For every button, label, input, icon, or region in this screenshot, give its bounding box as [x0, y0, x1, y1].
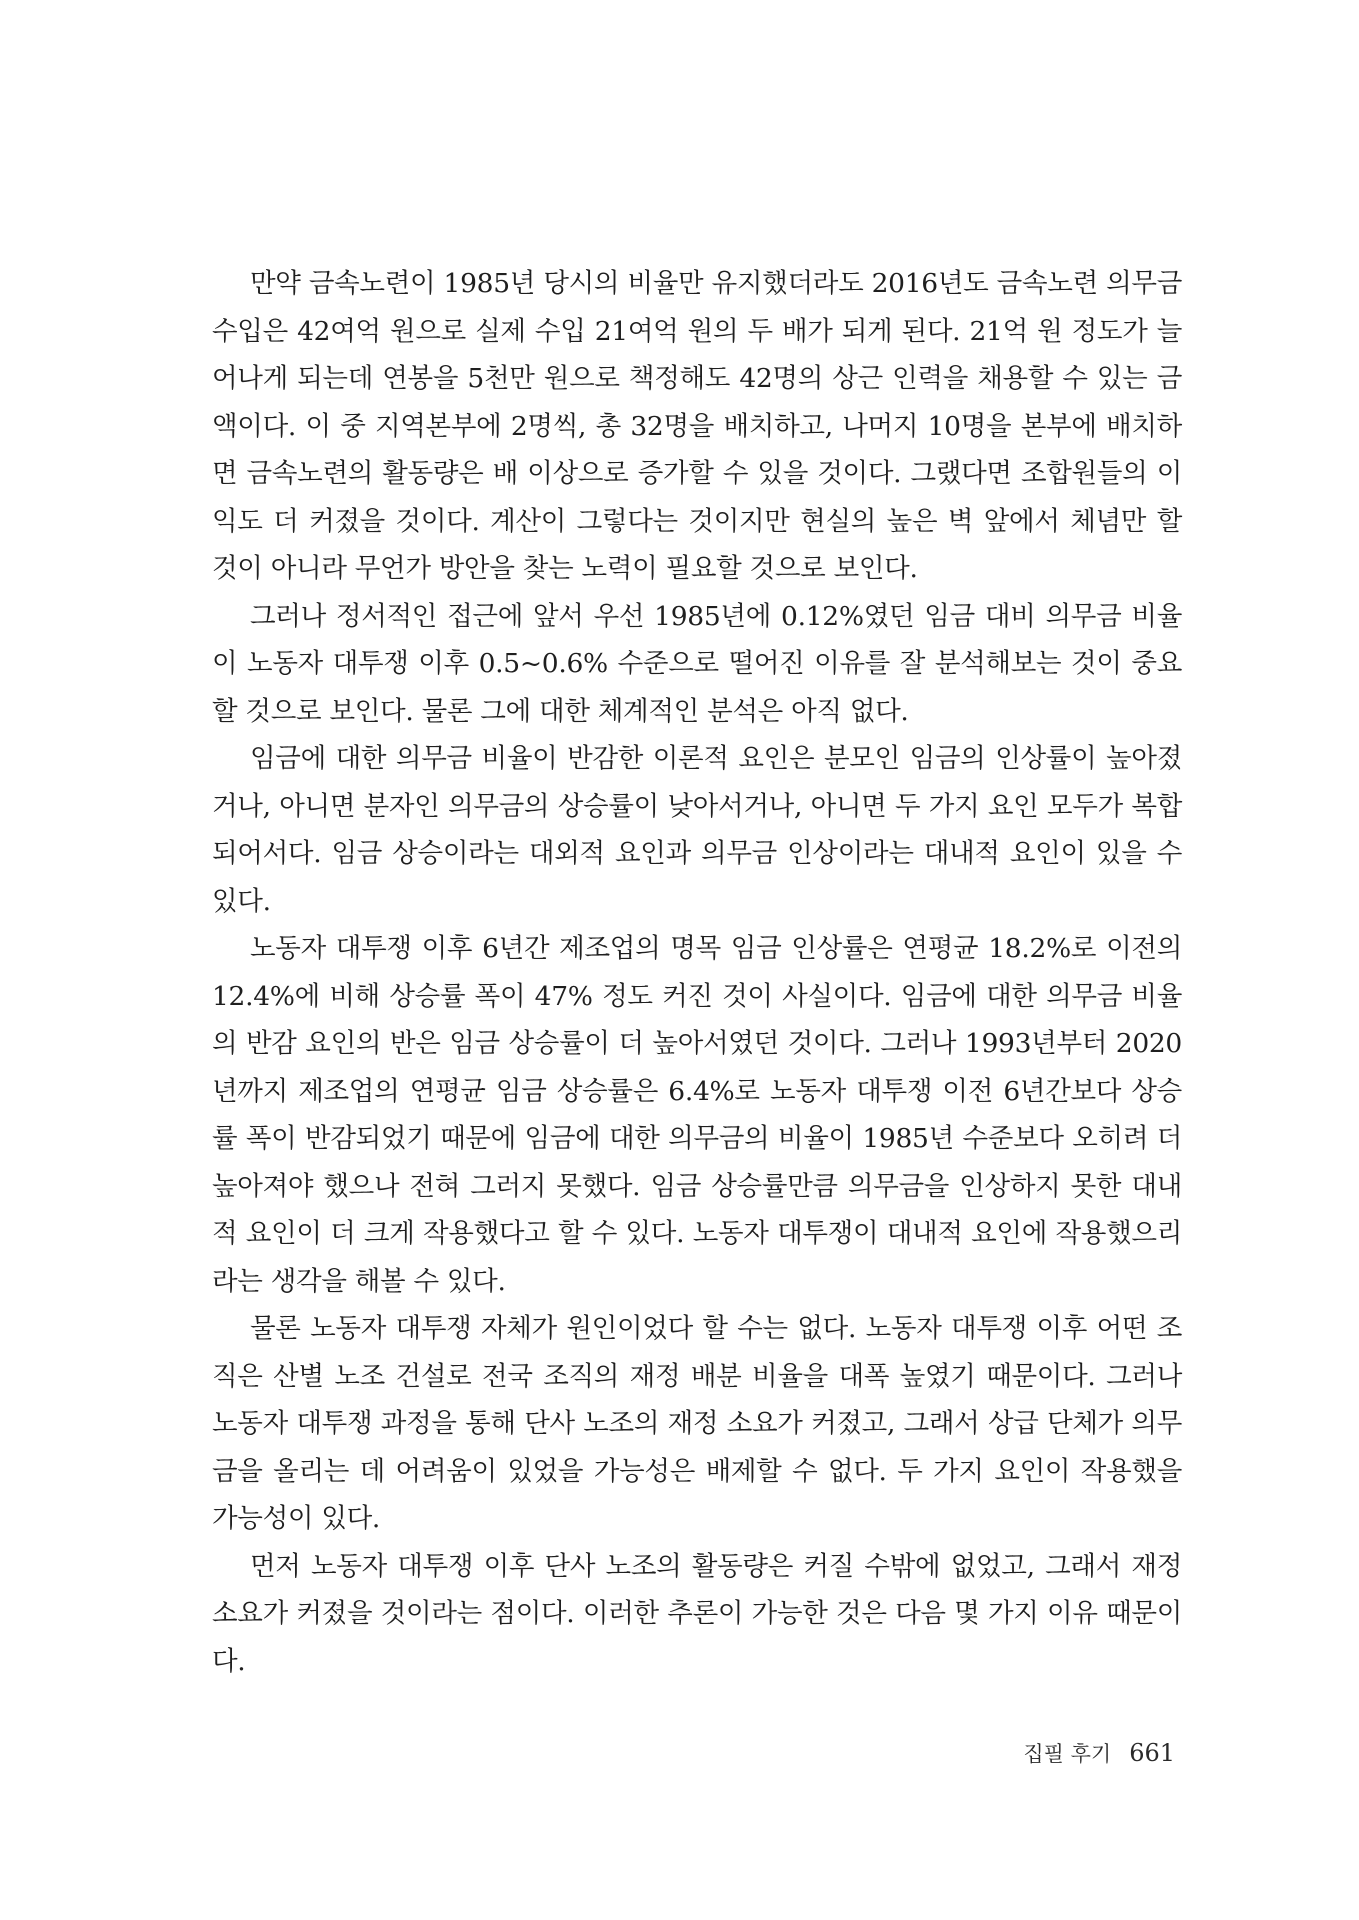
- paragraph: 물론 노동자 대투쟁 자체가 원인이었다 할 수는 없다. 노동자 대투쟁 이후 어떤 조직은 산별 노조 건설로 전국 조직의 재정 배분 비율을 대폭 높였기 때문이다. 그러나 노동자 대투쟁 과정을 통해 단사 노조의 재정 소요가 커졌고, 그래서 상급 단체가 의무금을 올리는 데 어려움이 있었을 가능성은 배제할 수 없다. 두 가지 요인이 작용했을 가능성이 있다.: [212, 1313, 1182, 1534]
- paragraph: 만약 금속노련이 1985년 당시의 비율만 유지했더라도 2016년도 금속노련 의무금 수입은 42여억 원으로 실제 수입 21여억 원의 두 배가 되게 된다. 21억 원 정도가 늘어나게 되는데 연봉을 5천만 원으로 책정해도 42명의 상근 인력을 채용할 수 있는 금액이다. 이 중 지역본부에 2명씩, 총 32명을 배치하고, 나머지 10명을 본부에 배치하면 금속노련의 활동량은 배 이상으로 증가할 수 있을 것이다. 그랬다면 조합원들의 이익도 더 커졌을 것이다. 계산이 그렇다는 것이지만 현실의 높은 벽 앞에서 체념만 할 것이 아니라 무언가 방안을 찾는 노력이 필요할 것으로 보인다.: [212, 268, 1182, 584]
- body-text: [212, 260, 1182, 1685]
- paragraph: 먼저 노동자 대투쟁 이후 단사 노조의 활동량은 커질 수밖에 없었고, 그래서 재정 소요가 커졌을 것이라는 점이다. 이러한 추론이 가능한 것은 다음 몇 가지 이유 때문이다.: [212, 1550, 1182, 1677]
- page-footer: [1023, 1738, 1175, 1768]
- running-head: 집필 후기: [1023, 1742, 1112, 1766]
- page-number: 661: [1129, 1739, 1175, 1767]
- paragraph: 노동자 대투쟁 이후 6년간 제조업의 명목 임금 인상률은 연평균 18.2%로 이전의 12.4%에 비해 상승률 폭이 47% 정도 커진 것이 사실이다. 임금에 대한 의무금 비율의 반감 요인의 반은 임금 상승률이 더 높아서였던 것이다. 그러나 1993년부터 2020년까지 제조업의 연평균 임금 상승률은 6.4%로 노동자 대투쟁 이전 6년간보다 상승률 폭이 반감되었기 때문에 임금에 대한 의무금의 비율이 1985년 수준보다 오히려 더 높아져야 했으나 전혀 그러지 못했다. 임금 상승률만큼 의무금을 인상하지 못한 대내적 요인이 더 크게 작용했다고 할 수 있다. 노동자 대투쟁이 대내적 요인에 작용했으리라는 생각을 해볼 수 있다.: [212, 933, 1182, 1297]
- paragraph: 그러나 정서적인 접근에 앞서 우선 1985년에 0.12%였던 임금 대비 의무금 비율이 노동자 대투쟁 이후 0.5~0.6% 수준으로 떨어진 이유를 잘 분석해보는 것이 중요할 것으로 보인다. 물론 그에 대한 체계적인 분석은 아직 없다.: [212, 600, 1182, 727]
- paragraph: 임금에 대한 의무금 비율이 반감한 이론적 요인은 분모인 임금의 인상률이 높아졌거나, 아니면 분자인 의무금의 상승률이 낮아서거나, 아니면 두 가지 요인 모두가 복합되어서다. 임금 상승이라는 대외적 요인과 의무금 인상이라는 대내적 요인이 있을 수 있다.: [212, 743, 1182, 917]
